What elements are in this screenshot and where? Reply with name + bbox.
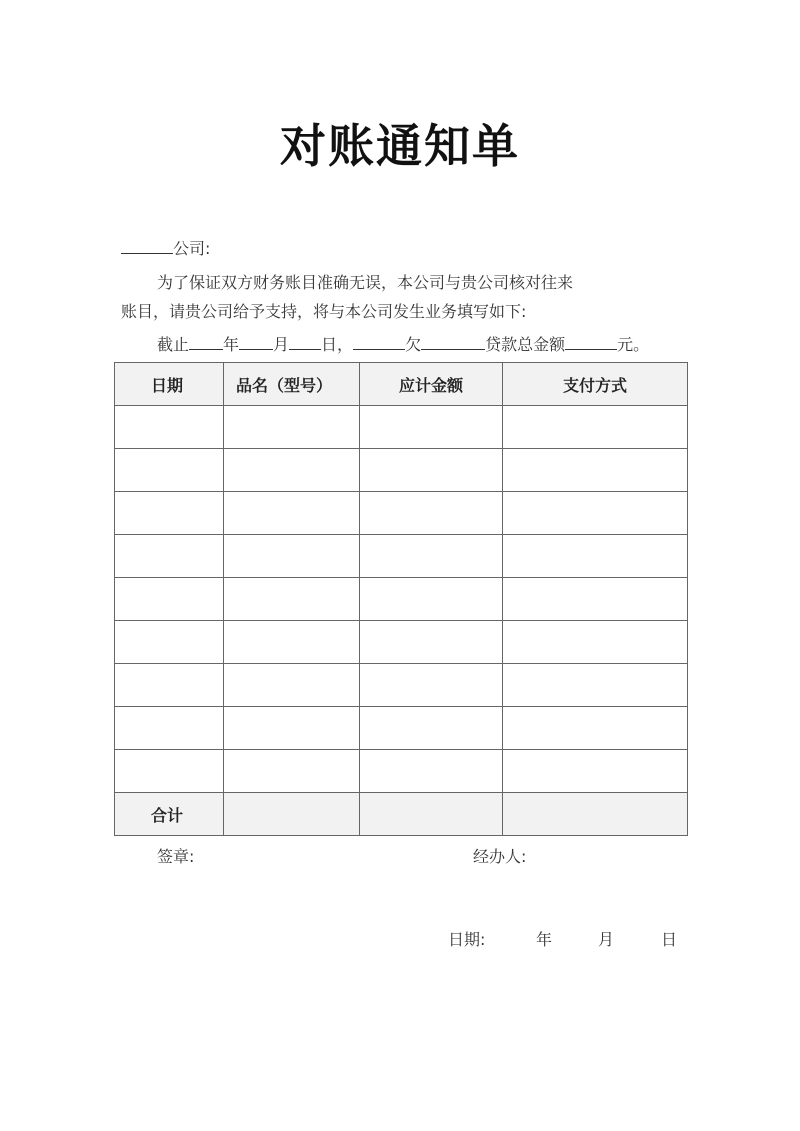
table-row [115,750,688,793]
table-cell[interactable] [503,406,688,449]
cutoff-amount-blank[interactable] [565,333,617,350]
table-row [115,492,688,535]
table-body [115,406,688,836]
table-row [115,406,688,449]
company-blank[interactable] [121,237,173,254]
cutoff-day: 日， [321,335,354,354]
table-header-row [115,363,688,406]
table-cell[interactable] [115,578,224,621]
table-cell[interactable] [115,707,224,750]
cutoff-month-blank[interactable] [239,333,273,350]
cutoff-owe-blank[interactable] [421,333,485,350]
total-cell[interactable] [503,793,688,836]
table-row [115,621,688,664]
table-cell[interactable] [360,535,503,578]
cutoff-month: 月 [273,335,290,354]
company-suffix: 公司: [173,239,211,258]
cutoff-party-blank[interactable] [353,333,405,350]
table-cell[interactable] [224,406,360,449]
table-cell[interactable] [115,664,224,707]
footer-month: 月 [598,930,615,949]
table-cell[interactable] [115,449,224,492]
table-cell[interactable] [115,750,224,793]
header-product: 品名（型号） [224,363,360,406]
table-row [115,449,688,492]
footer-date-label: 日期: [448,930,486,949]
total-cell[interactable] [224,793,360,836]
table-cell[interactable] [503,535,688,578]
table-row [115,707,688,750]
table-cell[interactable] [224,578,360,621]
cutoff-loan-total: 贷款总金额 [485,335,566,354]
table-cell[interactable] [360,664,503,707]
table-cell[interactable] [360,750,503,793]
table-cell[interactable] [115,535,224,578]
header-amount: 应计金额 [360,363,503,406]
table-cell[interactable] [115,406,224,449]
cutoff-yuan: 元。 [617,335,650,354]
table-cell[interactable] [503,707,688,750]
table-cell[interactable] [360,449,503,492]
table-cell[interactable] [503,492,688,535]
cutoff-year: 年 [223,335,240,354]
table-cell[interactable] [224,535,360,578]
cutoff-line [157,332,649,355]
table-cell[interactable] [115,621,224,664]
cutoff-owe: 欠 [405,335,422,354]
handler-label: 经办人: [473,847,527,866]
cutoff-prefix: 截止 [157,335,190,354]
table-cell[interactable] [503,750,688,793]
header-payment-method: 支付方式 [503,363,688,406]
table-cell[interactable] [224,492,360,535]
header-date: 日期 [115,363,224,406]
table-row [115,535,688,578]
company-line [121,236,210,259]
table-cell[interactable] [360,578,503,621]
table-cell[interactable] [360,492,503,535]
table-cell[interactable] [224,449,360,492]
table-row [115,578,688,621]
table-cell[interactable] [115,492,224,535]
table-row [115,664,688,707]
footer-day: 日 [661,930,678,949]
total-cell[interactable] [360,793,503,836]
table-cell[interactable] [360,406,503,449]
intro-line-1: 为了保证双方财务账目准确无误，本公司与贵公司核对往来 [157,273,574,292]
seal-label: 签章: [157,847,195,866]
footer-year: 年 [536,930,553,949]
document-title: 对账通知单 [280,119,520,173]
table-cell[interactable] [224,707,360,750]
table-cell[interactable] [503,664,688,707]
total-label: 合计 [115,793,224,836]
table-total-row [115,793,688,836]
reconciliation-table [114,362,688,836]
table-cell[interactable] [360,621,503,664]
cutoff-day-blank[interactable] [289,333,321,350]
table-cell[interactable] [503,449,688,492]
table-cell[interactable] [503,578,688,621]
cutoff-year-blank[interactable] [189,333,223,350]
table-cell[interactable] [503,621,688,664]
table-cell[interactable] [224,621,360,664]
table-cell[interactable] [224,664,360,707]
table-cell[interactable] [360,707,503,750]
table-cell[interactable] [224,750,360,793]
intro-line-2: 账目，请贵公司给予支持，将与本公司发生业务填写如下: [121,302,527,321]
